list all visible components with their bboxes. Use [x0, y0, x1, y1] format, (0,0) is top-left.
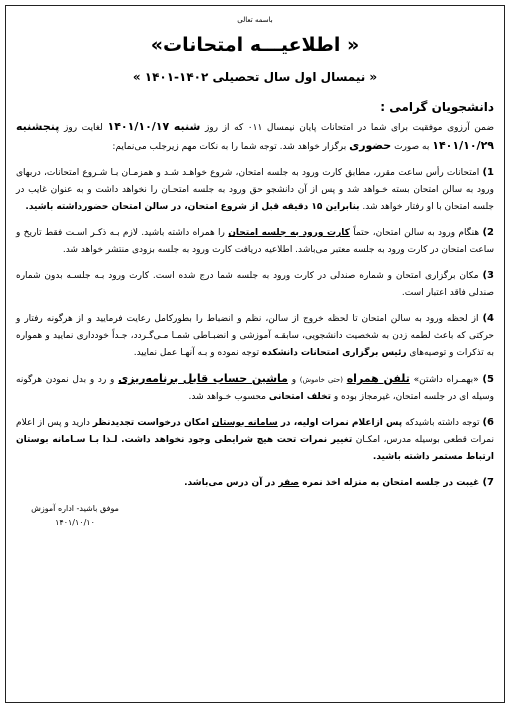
rule-text: از لحظه ورود به سالن امتحان تا لحظه خروج از سالن، نظم و انضباط را بطورکامل رعایت فرمایید و از هرگونه رفتار و حرکتی که باعث لطمه زدن به شخصیت دانشجویی، سابقـه آموزشی و انضبـاطی شمـا مـی‌گـردد، جـداً خودداری نمایید و همواره به تذکرات و توصیه‌های [16, 314, 494, 358]
rule-4 [16, 310, 494, 362]
rule-underlined: تلفن همراه [346, 372, 410, 385]
rule-number: 3) [482, 270, 494, 281]
rule-text: توجه نموده و بـه آنهـا عمل نمایید. [133, 348, 259, 358]
intro-text-4: برگزار خواهد شد. توجه شما را به نکات مهم زیرجلب می‌نمایم: [112, 142, 347, 152]
notice-page [5, 5, 505, 703]
rule-text: دارید و پس از اعلام نمرات قطعی بوسیله مدرس، امکـان [16, 418, 494, 445]
rule-number: 4) [482, 313, 494, 324]
rule-emphasis: بنابراین ۱۵ دقیقه قبل از شروع امتحان، در سالن امتحان حضورداشته باشید. [25, 202, 360, 212]
rule-underlined: سامانه بوستان [211, 418, 278, 428]
rule-emphasis: تخلف امتحانی [268, 392, 331, 402]
rule-3 [16, 267, 494, 302]
notice-subtitle: « نیمسال اول سال تحصیلی ۱۴۰۲-۱۴۰۱ » [132, 70, 378, 84]
rule-emphasis: پس ازاعلام نمرات اولیه، در [280, 418, 403, 428]
notice-title: « اطلاعیـــه امتحانات» [150, 34, 360, 56]
intro-mode: حضوری [349, 139, 392, 152]
footer-signoff [16, 502, 494, 530]
rule-1 [16, 164, 494, 216]
rule-underlined: ماشین حساب قابل برنامه‌ریزی [118, 372, 288, 385]
rule-text: و [291, 375, 297, 385]
intro-end-day: پنجشنبه [16, 120, 60, 133]
rule-text: و رد و بدل نمودن هرگونه وسیله ای در جلسه امتحان، غیرمجاز بوده و [16, 375, 494, 402]
rule-text: امتحانات رأس ساعت مقرر، مطابق کارت ورود به جلسه امتحان، شروع خواهـد شـد و همزمـان بـا شـروع امتحانات، دربهای ورود به سالن امتحان بسته خـواهد شد و پس از آن دانشجو حق ورود به جلسه امتحـان را نخواهد داشت و به عنوان غایب در جلسه امتحان با او رفتار خواهد شد. [16, 168, 494, 212]
rule-text: غیبت در جلسه امتحان به منزله اخذ نمره [302, 478, 480, 488]
rule-number: 1) [482, 167, 494, 178]
rule-note: (حتی خاموش) [299, 376, 343, 384]
footer-line: موفق باشید- اداره آموزش [31, 504, 119, 513]
rule-2 [16, 224, 494, 259]
rule-6 [16, 414, 494, 466]
intro-end-date: ۱۴۰۱/۱۰/۲۹ [432, 139, 494, 152]
rule-text: توجه داشته باشیدکه [405, 418, 480, 428]
rule-text: در آن درس می‌باشد. [184, 478, 276, 488]
greeting: دانشجویان گرامی : [380, 100, 494, 114]
notice-body [6, 6, 504, 530]
basmala: باسمه تعالی [237, 16, 273, 24]
rule-emphasis: رئیس برگزاری امتحانات دانشکده [261, 348, 407, 358]
rule-underlined: صفر [278, 478, 300, 488]
rule-5 [16, 370, 494, 406]
rule-number: 5) [482, 374, 494, 385]
intro-text-1: ضمن آرزوی موفقیت برای شما در امتحانات پایان نیمسال ۰۱۱ که از روز [204, 123, 494, 133]
rule-number: 2) [482, 227, 494, 238]
rule-text: مکان برگزاری امتحان و شماره صندلی در کارت ورود به جلسه شما درج شده است. کارت ورود بـه جلسـه بدون شماره صندلی فاقد اعتبار است. [16, 271, 494, 298]
intro-paragraph [16, 118, 494, 156]
footer-date: ۱۴۰۱/۱۰/۱۰ [55, 518, 95, 527]
rule-7 [16, 474, 494, 492]
rule-text: «بهمـراه داشتن» [413, 375, 479, 385]
rule-number: 6) [482, 417, 494, 428]
intro-text-3: به صورت [394, 142, 430, 152]
rule-emphasis: امکان درخواست تجدیدنظر [92, 418, 209, 428]
rule-text: هنگام ورود به سالن امتحان، حتماً [353, 228, 480, 238]
rule-underlined: کارت ورود به جلسه امتحان [228, 228, 350, 238]
intro-start-day: شنبه [173, 120, 201, 133]
intro-start-date: ۱۴۰۱/۱۰/۱۷ [107, 120, 170, 133]
rule-emphasis: تغییر نمرات تحت هیچ شرایطی وجود نخواهد داشت. لـذا بـا سـامانه بوستان ارتباط مستمر داشته باشید. [16, 435, 494, 462]
rule-number: 7) [482, 477, 494, 488]
intro-text-2: لغایت روز [64, 123, 103, 133]
rule-text: محسوب خـواهد شد. [188, 392, 266, 402]
rule-text: را همراه داشته باشید. لازم بـه ذکـر اسـت فقط تاریخ و ساعت امتحان در کارت ورود به جلسه معتبر می‌باشد. اطلاعیه دریافت کارت ورود به جلسه بزودی منتشر خواهد شد. [16, 228, 494, 255]
